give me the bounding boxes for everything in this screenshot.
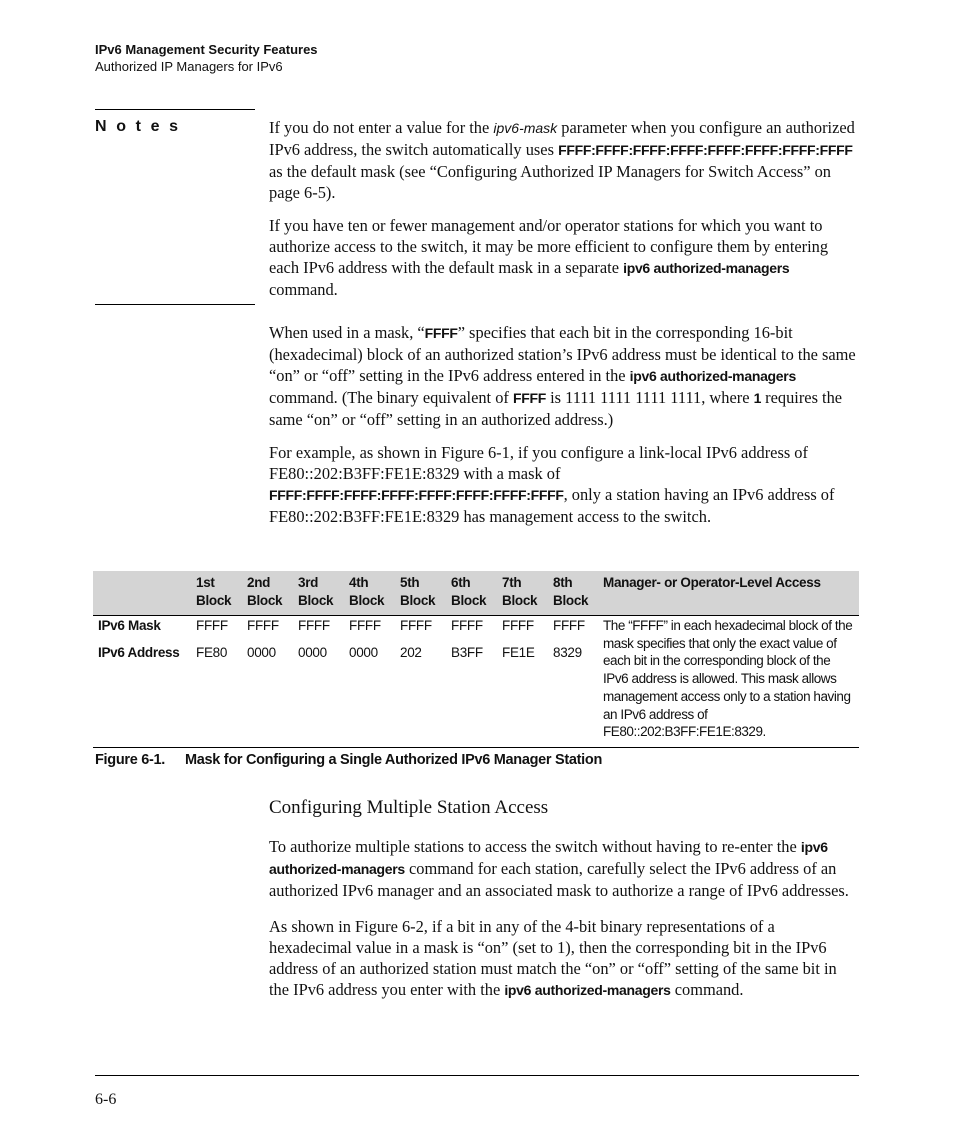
table-cell: 0000 xyxy=(298,645,327,660)
text: As shown in Figure 6-2, if a bit in any of the 4-bit binary representations of a hexadecimal value in a mask is “on” (set to 1), then the corresponding bit in the IPv6 address of an authorized station must match the “on” or “off” setting of the same bit in the IPv6 address you enter with the xyxy=(269,917,837,999)
table-cell: FFFF xyxy=(451,618,483,633)
table-cell: FFFF xyxy=(298,618,330,633)
col-header-block-8 xyxy=(553,574,588,610)
col-header-block-2 xyxy=(247,574,282,610)
page-number: 6-6 xyxy=(95,1091,117,1108)
figure-caption xyxy=(95,752,602,768)
text: If you have ten or fewer management and/or operator stations for which you want to authorize access to the switch, it may be more efficient to configure them by entering each IPv6 address with the default mask in a separate xyxy=(269,216,829,277)
text: ” specifies that each bit in the corresponding 16-bit (hexadecimal) block of an authorized station’s IPv6 address must be identical to the same “on” or “off” setting in the IPv6 address entered in the xyxy=(269,323,856,385)
row-label-ipv6-address: IPv6 Address xyxy=(98,645,180,660)
figure-number: Figure 6-1. xyxy=(95,752,166,768)
notes-top-rule xyxy=(95,109,255,110)
command-ipv6-authorized-managers: ipv6 authorized-managers xyxy=(629,368,796,384)
running-header xyxy=(95,41,318,75)
paragraph-multiple-stations xyxy=(269,836,859,901)
table-cell: FFFF xyxy=(196,618,228,633)
param-ipv6-mask: ipv6-mask xyxy=(493,120,558,136)
text: command. (The binary equivalent of xyxy=(269,388,513,407)
notes-body xyxy=(269,117,859,300)
col-header-block-5 xyxy=(400,574,435,610)
table-cell: 0000 xyxy=(349,645,378,660)
header-line: 8th xyxy=(553,575,573,590)
section-heading: Configuring Multiple Station Access xyxy=(269,797,549,818)
notes-paragraph-1 xyxy=(269,117,859,203)
header-subtitle: Authorized IP Managers for IPv6 xyxy=(95,59,283,74)
command-ipv6-authorized-managers: ipv6 authorized-managers xyxy=(504,982,671,998)
footer-rule xyxy=(95,1075,859,1076)
header-title: IPv6 Management Security Features xyxy=(95,42,318,57)
main-body xyxy=(269,322,859,527)
command-ipv6-authorized-managers: ipv6 authorized-managers xyxy=(269,839,828,877)
text: command. xyxy=(670,980,744,999)
notes-paragraph-2 xyxy=(269,215,859,300)
header-line: 6th xyxy=(451,575,471,590)
command-ipv6-authorized-managers: ipv6 authorized-managers xyxy=(623,260,790,276)
table-cell: FE80 xyxy=(196,645,228,660)
header-line: 4th xyxy=(349,575,369,590)
header-line: Block xyxy=(349,593,385,608)
text: , only a station having an IPv6 address of FE80::202:B3FF:FE1E:8329 has management access to the switch. xyxy=(269,485,835,526)
col-header-block-4 xyxy=(349,574,384,610)
figure-title: Mask for Configuring a Single Authorized IPv6 Manager Station xyxy=(185,752,603,768)
paragraph-ffff-explanation xyxy=(269,322,859,430)
table-cell: 202 xyxy=(400,645,422,660)
ffff-term: FFFF xyxy=(424,325,458,341)
table-cell: 8329 xyxy=(553,645,582,660)
table-cell: 0000 xyxy=(247,645,276,660)
header-line: Block xyxy=(502,593,538,608)
table-cell: FFFF xyxy=(502,618,534,633)
header-line: 7th xyxy=(502,575,522,590)
col-header-block-6 xyxy=(451,574,486,610)
text: requires the same “on” or “off” setting in an authorized address.) xyxy=(269,388,843,429)
bit-one: 1 xyxy=(753,390,762,406)
col-header-block-3 xyxy=(298,574,333,610)
header-line: Block xyxy=(400,593,436,608)
table-bottom-rule xyxy=(93,747,859,748)
text: parameter when you configure an authorized IPv6 address, the switch automatically uses xyxy=(269,118,855,159)
default-mask: FFFF:FFFF:FFFF:FFFF:FFFF:FFFF:FFFF:FFFF xyxy=(558,142,853,158)
header-line: 1st xyxy=(196,575,215,590)
text: For example, as shown in Figure 6-1, if you configure a link-local IPv6 address of FE80::202:B3FF:FE1E:8329 with a mask of xyxy=(269,443,808,483)
header-line: Block xyxy=(553,593,589,608)
text: To authorize multiple stations to access the switch without having to re-enter the xyxy=(269,837,801,856)
col-header-block-7 xyxy=(502,574,537,610)
access-note: The “FFFF” in each hexadecimal block of the mask specifies that only the exact value of each bit in the corresponding block of the IPv6 address is allowed. This mask allows management access only to a station having an IPv6 address of FE80::202:B3FF:FE1E:8329. xyxy=(603,618,853,740)
header-line: Block xyxy=(451,593,487,608)
table-cell: FFFF xyxy=(349,618,381,633)
paragraph-bit-matching xyxy=(269,916,859,1001)
text: When used in a mask, “ xyxy=(269,323,425,342)
header-line: 2nd xyxy=(247,575,271,590)
col-header-access: Manager- or Operator-Level Access xyxy=(603,575,821,590)
header-line: 5th xyxy=(400,575,420,590)
notes-label: N o t e s xyxy=(95,118,181,135)
header-line: Block xyxy=(298,593,334,608)
notes-bottom-rule xyxy=(95,304,255,305)
text: command. xyxy=(269,280,338,299)
table-cell: FFFF xyxy=(247,618,279,633)
table-cell: B3FF xyxy=(451,645,483,660)
table-cell: FE1E xyxy=(502,645,535,660)
header-line: Block xyxy=(196,593,232,608)
full-mask: FFFF:FFFF:FFFF:FFFF:FFFF:FFFF:FFFF:FFFF xyxy=(269,487,564,503)
col-header-block-1 xyxy=(196,574,231,610)
text: command for each station, carefully select the IPv6 address of an authorized IPv6 manager and an associated mask to authorize a range of IPv6 addresses. xyxy=(269,859,849,900)
header-line: 3rd xyxy=(298,575,319,590)
header-line: Block xyxy=(247,593,283,608)
row-label-ipv6-mask: IPv6 Mask xyxy=(98,618,161,633)
section-body xyxy=(269,836,859,1001)
ffff-term: FFFF xyxy=(512,390,546,406)
table-cell: FFFF xyxy=(553,618,585,633)
paragraph-example xyxy=(269,442,859,527)
text: If you do not enter a value for the xyxy=(269,118,494,137)
table-cell: FFFF xyxy=(400,618,432,633)
text: as the default mask (see “Configuring Authorized IP Managers for Switch Access” on page 6-5). xyxy=(269,162,831,202)
text: is 1111 1111 1111 1111, where xyxy=(545,388,754,407)
